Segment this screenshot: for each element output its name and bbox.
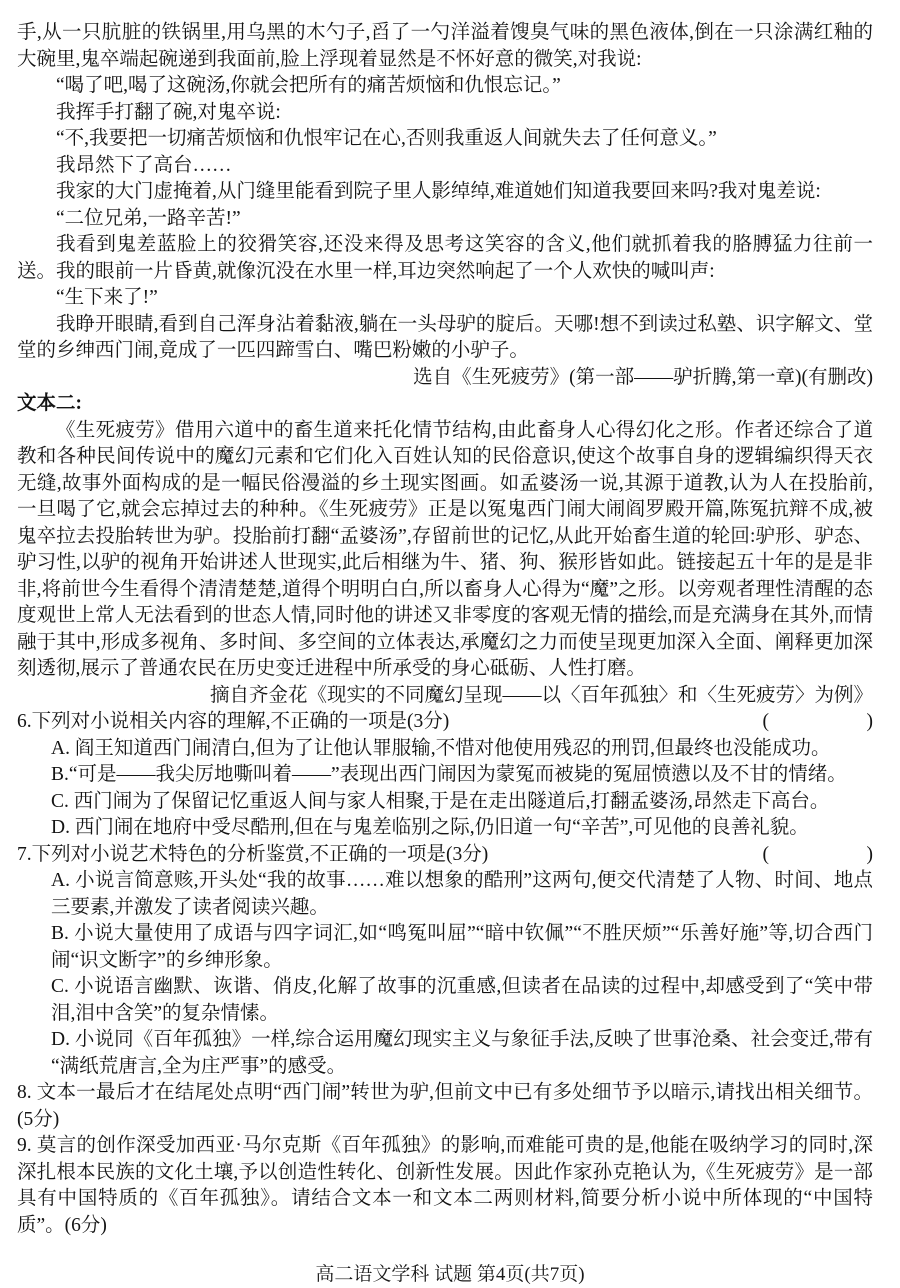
question-6-option-d: D. 西门闹在地府中受尽酷刑,但在与鬼差临别之际,仍旧道一句“辛苦”,可见他的良善礼貌。 (51, 817, 809, 838)
question-7-option-a: A. 小说言简意赅,开头处“我的故事……难以想象的酷刑”这两句,便交代清楚了人物、时间、地点三要素,并激发了读者阅读兴趣。 (51, 870, 873, 918)
narration-line: 我昂然下了高台…… (56, 154, 232, 176)
text-two-paragraph: 《生死疲劳》借用六道中的畜生道来托化情节结构,由此畜身人心得幻化之形。作者还综合了道教和各种民间传说中的魔幻元素和它们化入百姓认知的民俗意识,使这个故事自身的逻辑编织得天衣无缝,故事外面构成的是一幅民俗漫溢的乡土现实图画。如孟婆汤一说,其源于道教,认为人在投胎前,一旦喝了它,就会忘掉过去的种种。《生死疲劳》正是以冤鬼西门闹大闹阎罗殿开篇,陈冤抗辩不成,被鬼卒拉去投胎转世为驴。投胎前打翻“孟婆汤”,存留前世的记忆,从此开始畜生道的轮回:驴形、驴态、驴习性,以驴的视角开始讲述人世现实,此后相继为牛、猪、狗、猴形皆如此。链接起五十年的是是非非,将前世今生看得个清清楚楚,道得个明明白白,所以畜身人心得为“魔”之形。以旁观者理性清醒的态度观世上常人无法看到的世态人情,同时他的讲述又非零度的客观无情的描绘,而是充满身在其外,而情融于其中,形成多视角、多时间、多空间的立体表达,承魔幻之力而使呈现更加深入全面、阐释更加深刻透彻,展示了普通农民在历史变迁进程中所承受的身心砥砺、人性打磨。 (17, 419, 873, 679)
questions-section (17, 709, 873, 1239)
text-two-section (17, 391, 873, 709)
question-7-option-d: D. 小说同《百年孤独》一样,综合运用魔幻现实主义与象征手法,反映了世事沧桑、社会变迁,带有“满纸荒唐言,全为庄严事”的感受。 (51, 1029, 873, 1077)
narration-line: 我看到鬼差蓝脸上的狡猾笑容,还没来得及思考这笑容的含义,他们就抓着我的胳膊猛力往前一送。我的眼前一片昏黄,就像沉没在水里一样,耳边突然响起了一个人欢快的喊叫声: (17, 234, 873, 282)
question-6-option-c: C. 西门闹为了保留记忆重返人间与家人相聚,于是在走出隧道后,打翻孟婆汤,昂然走下高台。 (51, 790, 830, 812)
question-6-answer-bracket: ( ) (762, 711, 873, 732)
question-7-answer-bracket: ( ) (762, 843, 873, 865)
dialogue-line: “生下来了!” (56, 287, 158, 308)
dialogue-line: “喝了吧,喝了这碗汤,你就会把所有的痛苦烦恼和仇恨忘记。” (56, 75, 561, 96)
text-one-section (17, 20, 873, 391)
text-one-paragraph: 手,从一只肮脏的铁锅里,用乌黑的木勺子,舀了一勺洋溢着馊臭气味的黑色液体,倒在一只涂满红釉的大碗里,鬼卒端起碗递到我面前,脸上浮现着显然是不怀好意的微笑,对我说: (17, 22, 873, 70)
question-7-option-b: B. 小说大量使用了成语与四字词汇,如“鸣冤叫屈”“暗中钦佩”“不胜厌烦”“乐善好施”等,切合西门闹“识文断字”的乡绅形象。 (51, 923, 873, 971)
narration-line: 我睁开眼睛,看到自己浑身沾着黏液,躺在一头母驴的腚后。天哪!想不到读过私塾、识字解文、堂堂的乡绅西门闹,竟成了一匹四蹄雪白、嘴巴粉嫩的小驴子。 (17, 313, 873, 361)
question-6 (17, 709, 873, 736)
question-6-option-a: A. 阎王知道西门闹清白,但为了让他认罪服输,不惜对他使用残忍的刑罚,但最终也没能成功。 (51, 737, 831, 759)
text-two-heading: 文本二: (17, 393, 82, 414)
question-7 (17, 842, 873, 869)
dialogue-line: “不,我要把一切痛苦烦恼和仇恨牢记在心,否则我重返人间就失去了任何意义。” (56, 128, 717, 149)
text-two-source-attribution: 摘自齐金花《现实的不同魔幻呈现——以〈百年孤独〉和〈生死疲劳〉为例》 (209, 684, 873, 706)
narration-line: 我挥手打翻了碗,对鬼卒说: (56, 101, 281, 123)
page-footer: 高二语文学科 试题 第4页(共7页) (315, 1264, 585, 1285)
dialogue-line: “二位兄弟,一路辛苦!” (56, 207, 241, 229)
question-9: 9. 莫言的创作深受加西亚·马尔克斯《百年孤独》的影响,而难能可贵的是,他能在吸纳学习的同时,深深扎根本民族的文化土壤,予以创造性转化、创新性发展。因此作家孙克艳认为,《生死疲劳》是一部具有中国特质的《百年孤独》。请结合文本一和文本二两则材料,简要分析小说中所体现的“中国特质”。(6分) (17, 1135, 873, 1236)
question-7-stem: 7.下列对小说艺术特色的分析鉴赏,不正确的一项是(3分) (17, 843, 489, 865)
question-7-option-c: C. 小说语言幽默、诙谐、俏皮,化解了故事的沉重感,但读者在品读的过程中,却感受到了“笑中带泪,泪中含笑”的复杂情愫。 (51, 976, 873, 1024)
question-6-option-b: B.“可是——我尖厉地嘶叫着——”表现出西门闹因为蒙冤而被毙的冤屈愤懑以及不甘的情绪。 (51, 764, 847, 785)
question-8: 8. 文本一最后才在结尾处点明“西门闹”转世为驴,但前文中已有多处细节予以暗示,请找出相关细节。(5分) (17, 1082, 873, 1130)
text-one-source-attribution: 选自《生死疲劳》(第一部——驴折腾,第一章)(有删改) (413, 366, 873, 388)
narration-line: 我家的大门虚掩着,从门缝里能看到院子里人影绰绰,难道她们知道我要回来吗?我对鬼差说: (56, 181, 821, 202)
question-6-stem: 6.下列对小说相关内容的理解,不正确的一项是(3分) (17, 711, 450, 732)
